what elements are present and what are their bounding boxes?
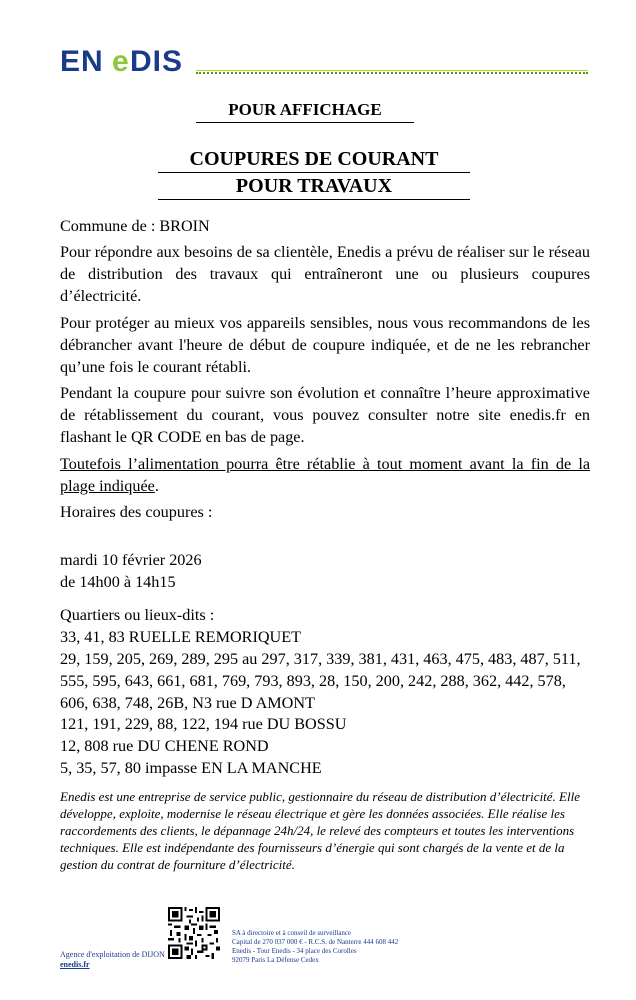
horaires-label: Horaires des coupures : — [60, 503, 213, 521]
paragraph-2: Pour protéger au mieux vos appareils sensibles, nous vous recommandons de les débrancher avant l'heure de début de coupure indiquée, et de ne les rebrancher qu’une fois le courant rétabli. — [60, 314, 590, 376]
enedis-logo — [60, 44, 196, 81]
svg-text:EN: EN — [60, 45, 104, 76]
location-3: 121, 191, 229, 88, 122, 194 rue DU BOSSU — [60, 715, 347, 733]
location-2: 29, 159, 205, 269, 289, 295 au 297, 317, 339, 381, 431, 463, 475, 483, 487, 511, 555, 595, 643, 661, 681, 769, 793, 893, 28, 150, 200, 242, 288, 362, 442, 578, 606, 638, 748, 26B, N3 rue D AMONT — [60, 650, 581, 712]
paragraph-3: Pendant la coupure pour suivre son évolution et connaître l’heure approximative de rétablissement du courant, vous pouvez consulter notre site enedis.fr en flashant le QR CODE en bas de page. — [60, 384, 590, 446]
agency-name: Agence d'exploitation de DIJON — [60, 950, 165, 959]
paragraph-4-end: . — [154, 477, 159, 495]
title-line-2: POUR TRAVAUX — [158, 173, 470, 200]
paragraph-4 — [60, 453, 590, 497]
legal-line-1: SA à directoire et à conseil de surveillance — [232, 929, 352, 937]
agency-site-link[interactable]: enedis.fr — [60, 960, 90, 969]
commune: Commune de : BROIN — [60, 217, 210, 235]
cut-date: mardi 10 février 2026 — [60, 551, 202, 569]
logo-rule-dotted — [196, 72, 588, 74]
quartiers-label: Quartiers ou lieux-dits : — [60, 606, 215, 624]
title-line-1: COUPURES DE COURANT — [158, 146, 470, 173]
paragraph-4-underlined: Toutefois l’alimentation pourra être rétablie à tout moment avant la fin de la plage indiquée — [60, 455, 590, 495]
footer-legal — [232, 929, 398, 965]
paragraph-1: Pour répondre aux besoins de sa clientèle, Enedis a prévu de réaliser sur le réseau de distribution des travaux qui entraîneront une ou plusieurs coupures d’électricité. — [60, 243, 590, 305]
svg-text:e: e — [112, 45, 129, 76]
qr-code[interactable] — [168, 907, 220, 959]
about-enedis: Enedis est une entreprise de service public, gestionnaire du réseau de distribution d’électricité. Elle développe, exploite, modernise le réseau électrique et gère les données associées. Elle réalise les raccordements des clients, le dépannage 24h/24, le relevé des compteurs et toutes les interventions techniques. Elle est indépendante des fournisseurs d’énergie qui sont chargés de la vente et de la gestion du contrat de fourniture d’électricité. — [60, 789, 580, 872]
legal-line-2: Capital de 270 037 000 € - R.C.S. de Nanterre 444 608 442 — [232, 938, 399, 946]
title-coupures — [158, 146, 470, 200]
footer-agency — [60, 950, 165, 970]
cut-time: de 14h00 à 14h15 — [60, 573, 176, 591]
legal-line-3: Enedis - Tour Enedis - 34 place des Corolles — [232, 947, 357, 955]
location-5: 5, 35, 57, 80 impasse EN LA MANCHE — [60, 759, 322, 777]
title-pour-affichage: POUR AFFICHAGE — [196, 100, 414, 123]
location-4: 12, 808 rue DU CHENE ROND — [60, 737, 269, 755]
enedis-logo-mark — [60, 44, 196, 76]
location-1: 33, 41, 83 RUELLE REMORIQUET — [60, 628, 301, 646]
logo-rule — [196, 70, 588, 71]
legal-line-4: 92079 Paris La Défense Cedex — [232, 956, 319, 964]
svg-text:DIS: DIS — [130, 45, 184, 76]
